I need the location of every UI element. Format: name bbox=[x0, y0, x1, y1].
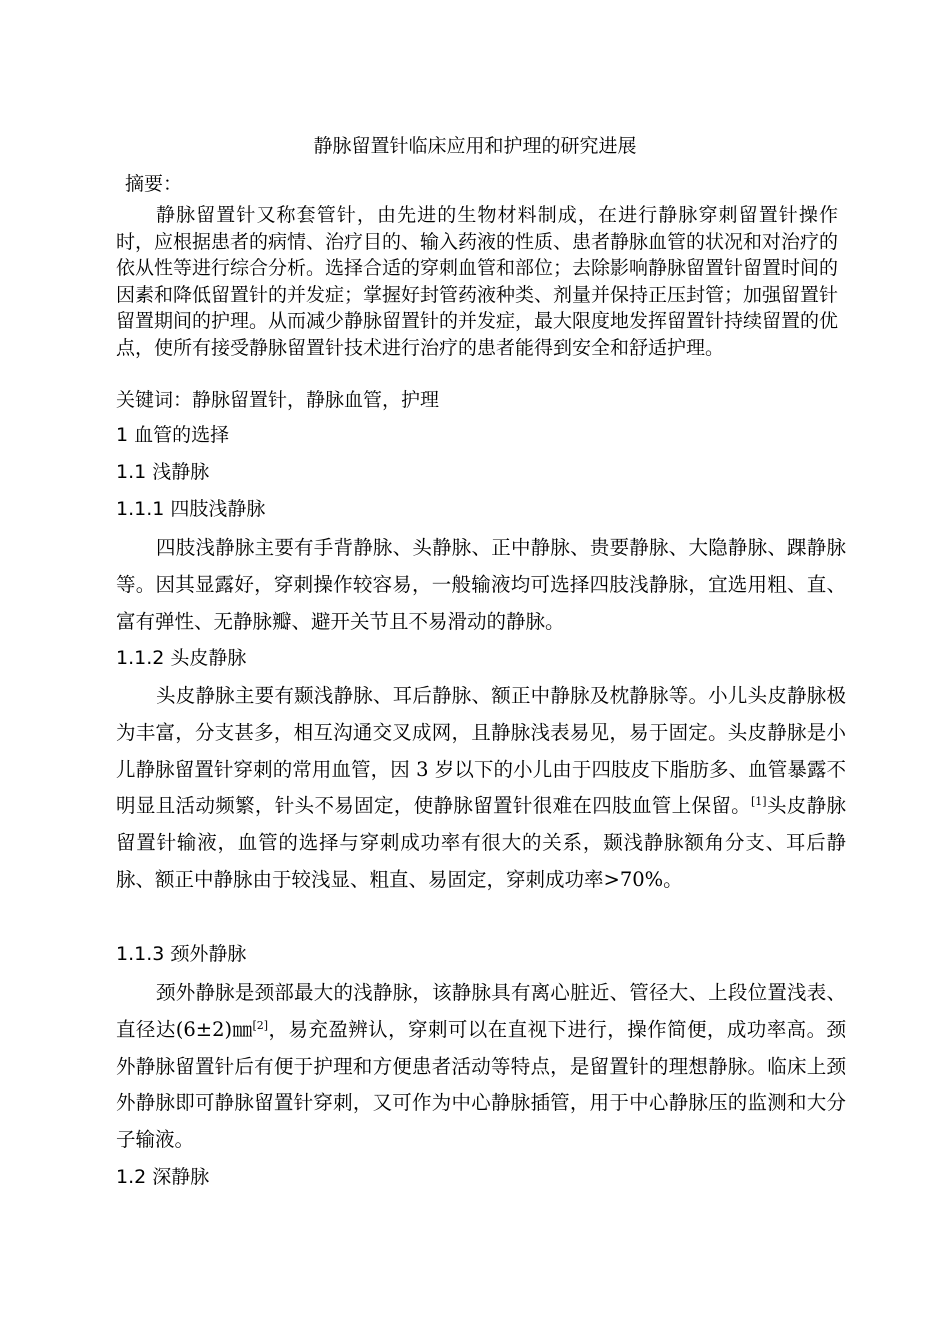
abstract-label: 摘要： bbox=[125, 173, 183, 195]
keywords-line: 关键词：静脉留置针，静脉血管，护理 bbox=[116, 389, 440, 411]
paragraph-text: ，易充盈辨认，穿刺可以在直视下进行，操作简便，成功率高。颈外静脉留置针后有便于护理和方便患者活动等特点，是留置针的理想静脉。临床上颈外静脉即可静脉留置针穿刺，又可作为中心静脉插管，用于中心静脉压的监测和大分子输液。 bbox=[116, 1017, 846, 1152]
paragraph-text: 颈外静脉是颈部最大的浅静脉，该静脉具有离心脏近、管径大、上段位置浅表、直径达(6±2)㎜ bbox=[116, 981, 846, 1041]
paragraph-scalp-veins bbox=[116, 678, 846, 899]
section-heading-1-1-3: 1.1.3 颈外静脉 bbox=[116, 943, 247, 965]
citation-ref: [1] bbox=[751, 795, 767, 809]
section-heading-1-1-2: 1.1.2 头皮静脉 bbox=[116, 647, 247, 669]
abstract-body: 静脉留置针又称套管针，由先进的生物材料制成，在进行静脉穿刺留置针操作时，应根据患者的病情、治疗目的、输入药液的性质、患者静脉血管的状况和对治疗的依从性等进行综合分析。选择合适的穿刺血管和部位；去除影响静脉留置针留置时间的因素和降低留置针的并发症；掌握好封管药液种类、剂量并保持正压封管；加强留置针留置期间的护理。从而减少静脉留置针的并发症，最大限度地发挥留置针持续留置的优点，使所有接受静脉留置针技术进行治疗的患者能得到安全和舒适护理。 bbox=[116, 204, 839, 359]
paragraph-text: 头皮静脉主要有颞浅静脉、耳后静脉、额正中静脉及枕静脉等。小儿头皮静脉极为丰富，分支甚多，相互沟通交叉成网，且静脉浅表易见，易于固定。头皮静脉是小儿静脉留置针穿刺的常用血管，因 3 岁以下的小儿由于四肢皮下脂肪多、血管暴露不明显且活动频繁，针头不易固定，使静脉留置针很难在四肢血管上保留。 bbox=[116, 684, 846, 818]
paragraph-text: 头皮静脉留置针输液，血管的选择与穿刺成功率有很大的关系，颞浅静脉额角分支、耳后静脉、额正中静脉由于较浅显、粗直、易固定，穿刺成功率>70%。 bbox=[116, 794, 846, 891]
section-heading-1-2: 1.2 深静脉 bbox=[116, 1166, 210, 1188]
section-heading-1-1: 1.1 浅静脉 bbox=[116, 461, 210, 483]
section-heading-1: 1 血管的选择 bbox=[116, 424, 230, 446]
section-heading-1-1-1: 1.1.1 四肢浅静脉 bbox=[116, 498, 266, 520]
paragraph-external-jugular bbox=[116, 975, 846, 1159]
paragraph-limb-veins: 四肢浅静脉主要有手背静脉、头静脉、正中静脉、贵要静脉、大隐静脉、踝静脉等。因其显露好，穿刺操作较容易，一般输液均可选择四肢浅静脉，宜选用粗、直、富有弹性、无静脉瓣、避开关节且不易滑动的静脉。 bbox=[116, 536, 846, 633]
citation-ref: [2] bbox=[252, 1018, 269, 1032]
document-title: 静脉留置针临床应用和护理的研究进展 bbox=[313, 135, 637, 157]
